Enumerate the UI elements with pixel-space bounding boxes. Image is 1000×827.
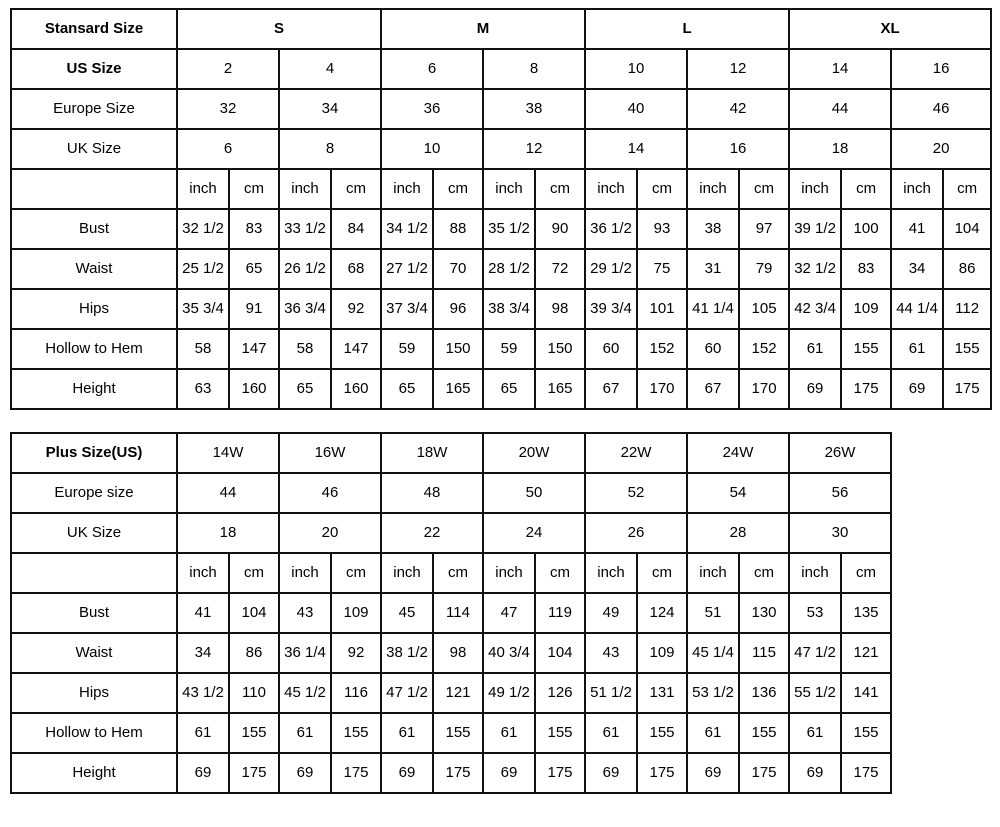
cell-bust-14: 41 [891, 209, 943, 249]
cell-hollow-1: 147 [229, 329, 279, 369]
plus-cell-hips-9: 131 [637, 673, 687, 713]
plus-row-label-hollow-to-hem: Hollow to Hem [11, 713, 177, 753]
cell-height-8: 67 [585, 369, 637, 409]
cell-hips-9: 101 [637, 289, 687, 329]
plus-cell-uk-2: 22 [381, 513, 483, 553]
plus-cell-hips-1: 110 [229, 673, 279, 713]
plus-cell-hips-10: 53 1/2 [687, 673, 739, 713]
plus-cell-bust-7: 119 [535, 593, 585, 633]
cell-bust-2: 33 1/2 [279, 209, 331, 249]
cell-height-9: 170 [637, 369, 687, 409]
group-header-s: S [177, 9, 381, 49]
cell-europe-size-3: 38 [483, 89, 585, 129]
plus-group-header-24w: 24W [687, 433, 789, 473]
plus-cell-hips-2: 45 1/2 [279, 673, 331, 713]
plus-cell-hollow-6: 61 [483, 713, 535, 753]
plus-cell-hollow-10: 61 [687, 713, 739, 753]
cell-bust-3: 84 [331, 209, 381, 249]
unit-6: inch [483, 169, 535, 209]
cell-hollow-8: 60 [585, 329, 637, 369]
plus-unit-9: cm [637, 553, 687, 593]
unit-11: cm [739, 169, 789, 209]
cell-waist-2: 26 1/2 [279, 249, 331, 289]
cell-height-14: 69 [891, 369, 943, 409]
plus-cell-waist-7: 104 [535, 633, 585, 673]
cell-hips-14: 44 1/4 [891, 289, 943, 329]
cell-waist-15: 86 [943, 249, 991, 289]
cell-hollow-11: 152 [739, 329, 789, 369]
cell-uk-size-1: 8 [279, 129, 381, 169]
table-row-europe-size [11, 89, 991, 129]
plus-table-row-uk-size [11, 513, 991, 553]
cell-us-size-2: 6 [381, 49, 483, 89]
cell-hollow-9: 152 [637, 329, 687, 369]
plus-unit-8: inch [585, 553, 637, 593]
cell-hips-5: 96 [433, 289, 483, 329]
plus-row-label-height: Height [11, 753, 177, 793]
cell-height-10: 67 [687, 369, 739, 409]
cell-height-12: 69 [789, 369, 841, 409]
plus-cell-uk-0: 18 [177, 513, 279, 553]
cell-hollow-3: 147 [331, 329, 381, 369]
plus-cell-height-1: 175 [229, 753, 279, 793]
cell-bust-1: 83 [229, 209, 279, 249]
cell-bust-12: 39 1/2 [789, 209, 841, 249]
plus-cell-waist-10: 45 1/4 [687, 633, 739, 673]
plus-row-label-bust: Bust [11, 593, 177, 633]
plus-cell-bust-12: 53 [789, 593, 841, 633]
cell-height-11: 170 [739, 369, 789, 409]
plus-cell-bust-3: 109 [331, 593, 381, 633]
unit-1: cm [229, 169, 279, 209]
cell-europe-size-0: 32 [177, 89, 279, 129]
plus-cell-europe-6: 56 [789, 473, 891, 513]
cell-waist-13: 83 [841, 249, 891, 289]
plus-cell-bust-9: 124 [637, 593, 687, 633]
cell-waist-12: 32 1/2 [789, 249, 841, 289]
cell-hips-12: 42 3/4 [789, 289, 841, 329]
plus-row-label-units [11, 553, 177, 593]
plus-table-row-bust [11, 593, 991, 633]
plus-cell-hollow-11: 155 [739, 713, 789, 753]
cell-height-3: 160 [331, 369, 381, 409]
plus-filler-1 [891, 473, 991, 513]
cell-hollow-6: 59 [483, 329, 535, 369]
row-label-units [11, 169, 177, 209]
plus-cell-uk-1: 20 [279, 513, 381, 553]
plus-unit-5: cm [433, 553, 483, 593]
plus-cell-waist-2: 36 1/4 [279, 633, 331, 673]
cell-waist-4: 27 1/2 [381, 249, 433, 289]
plus-cell-height-4: 69 [381, 753, 433, 793]
group-header-l: L [585, 9, 789, 49]
plus-filler-3 [891, 553, 991, 593]
cell-hips-10: 41 1/4 [687, 289, 739, 329]
cell-uk-size-0: 6 [177, 129, 279, 169]
cell-waist-5: 70 [433, 249, 483, 289]
plus-unit-12: inch [789, 553, 841, 593]
plus-cell-uk-4: 26 [585, 513, 687, 553]
plus-filler-6 [891, 673, 991, 713]
unit-0: inch [177, 169, 229, 209]
plus-row-label-uk-size: UK Size [11, 513, 177, 553]
plus-cell-waist-9: 109 [637, 633, 687, 673]
table-row-uk-size [11, 129, 991, 169]
cell-hollow-10: 60 [687, 329, 739, 369]
cell-us-size-1: 4 [279, 49, 381, 89]
plus-cell-height-8: 69 [585, 753, 637, 793]
cell-height-4: 65 [381, 369, 433, 409]
corner-label: Stansard Size [11, 9, 177, 49]
plus-group-header-14w: 14W [177, 433, 279, 473]
cell-hollow-5: 150 [433, 329, 483, 369]
unit-13: cm [841, 169, 891, 209]
plus-cell-uk-6: 30 [789, 513, 891, 553]
plus-cell-hips-11: 136 [739, 673, 789, 713]
plus-cell-uk-3: 24 [483, 513, 585, 553]
plus-cell-hips-12: 55 1/2 [789, 673, 841, 713]
plus-cell-waist-13: 121 [841, 633, 891, 673]
plus-cell-uk-5: 28 [687, 513, 789, 553]
plus-group-header-18w: 18W [381, 433, 483, 473]
cell-hollow-0: 58 [177, 329, 229, 369]
cell-waist-11: 79 [739, 249, 789, 289]
plus-cell-bust-11: 130 [739, 593, 789, 633]
cell-bust-11: 97 [739, 209, 789, 249]
plus-cell-waist-5: 98 [433, 633, 483, 673]
plus-cell-height-9: 175 [637, 753, 687, 793]
plus-cell-bust-0: 41 [177, 593, 229, 633]
plus-cell-height-12: 69 [789, 753, 841, 793]
plus-row-label-waist: Waist [11, 633, 177, 673]
cell-hips-3: 92 [331, 289, 381, 329]
plus-table-row-europe-size [11, 473, 991, 513]
plus-unit-11: cm [739, 553, 789, 593]
cell-uk-size-2: 10 [381, 129, 483, 169]
unit-10: inch [687, 169, 739, 209]
plus-table-row-hips [11, 673, 991, 713]
plus-cell-hollow-0: 61 [177, 713, 229, 753]
unit-8: inch [585, 169, 637, 209]
cell-waist-0: 25 1/2 [177, 249, 229, 289]
plus-table-row-waist [11, 633, 991, 673]
plus-group-header-22w: 22W [585, 433, 687, 473]
table-divider [10, 410, 990, 432]
plus-cell-hips-0: 43 1/2 [177, 673, 229, 713]
unit-9: cm [637, 169, 687, 209]
cell-us-size-3: 8 [483, 49, 585, 89]
cell-hips-13: 109 [841, 289, 891, 329]
unit-2: inch [279, 169, 331, 209]
cell-us-size-5: 12 [687, 49, 789, 89]
cell-hips-2: 36 3/4 [279, 289, 331, 329]
group-header-m: M [381, 9, 585, 49]
cell-us-size-4: 10 [585, 49, 687, 89]
cell-uk-size-3: 12 [483, 129, 585, 169]
plus-table-row-units [11, 553, 991, 593]
plus-cell-hips-5: 121 [433, 673, 483, 713]
plus-cell-hips-7: 126 [535, 673, 585, 713]
row-label-hollow-to-hem: Hollow to Hem [11, 329, 177, 369]
cell-europe-size-1: 34 [279, 89, 381, 129]
plus-cell-bust-8: 49 [585, 593, 637, 633]
plus-filler-7 [891, 713, 991, 753]
cell-uk-size-7: 20 [891, 129, 991, 169]
row-label-hips: Hips [11, 289, 177, 329]
plus-unit-2: inch [279, 553, 331, 593]
plus-cell-waist-8: 43 [585, 633, 637, 673]
plus-cell-hollow-1: 155 [229, 713, 279, 753]
plus-unit-4: inch [381, 553, 433, 593]
unit-5: cm [433, 169, 483, 209]
cell-height-5: 165 [433, 369, 483, 409]
cell-europe-size-5: 42 [687, 89, 789, 129]
cell-hollow-13: 155 [841, 329, 891, 369]
plus-cell-bust-5: 114 [433, 593, 483, 633]
cell-waist-10: 31 [687, 249, 739, 289]
plus-cell-height-2: 69 [279, 753, 331, 793]
cell-hips-4: 37 3/4 [381, 289, 433, 329]
cell-hollow-15: 155 [943, 329, 991, 369]
plus-cell-hips-4: 47 1/2 [381, 673, 433, 713]
table-row-group-headers [11, 9, 991, 49]
cell-hollow-12: 61 [789, 329, 841, 369]
cell-waist-3: 68 [331, 249, 381, 289]
unit-7: cm [535, 169, 585, 209]
standard-size-table [10, 8, 992, 410]
cell-height-13: 175 [841, 369, 891, 409]
cell-us-size-0: 2 [177, 49, 279, 89]
cell-bust-0: 32 1/2 [177, 209, 229, 249]
cell-height-0: 63 [177, 369, 229, 409]
cell-hips-8: 39 3/4 [585, 289, 637, 329]
cell-bust-6: 35 1/2 [483, 209, 535, 249]
plus-cell-height-6: 69 [483, 753, 535, 793]
plus-cell-bust-2: 43 [279, 593, 331, 633]
plus-cell-europe-2: 48 [381, 473, 483, 513]
cell-bust-5: 88 [433, 209, 483, 249]
cell-hollow-2: 58 [279, 329, 331, 369]
plus-filler-5 [891, 633, 991, 673]
cell-waist-8: 29 1/2 [585, 249, 637, 289]
plus-row-label-europe-size: Europe size [11, 473, 177, 513]
plus-cell-waist-4: 38 1/2 [381, 633, 433, 673]
cell-us-size-7: 16 [891, 49, 991, 89]
plus-cell-europe-3: 50 [483, 473, 585, 513]
plus-cell-hips-8: 51 1/2 [585, 673, 637, 713]
plus-unit-6: inch [483, 553, 535, 593]
cell-waist-9: 75 [637, 249, 687, 289]
cell-uk-size-4: 14 [585, 129, 687, 169]
plus-group-header-16w: 16W [279, 433, 381, 473]
row-label-height: Height [11, 369, 177, 409]
table-row-hollow-to-hem [11, 329, 991, 369]
plus-cell-bust-13: 135 [841, 593, 891, 633]
cell-europe-size-6: 44 [789, 89, 891, 129]
cell-europe-size-4: 40 [585, 89, 687, 129]
plus-cell-hips-6: 49 1/2 [483, 673, 535, 713]
row-label-europe-size: Europe Size [11, 89, 177, 129]
cell-hips-0: 35 3/4 [177, 289, 229, 329]
table-row-us-size [11, 49, 991, 89]
cell-bust-7: 90 [535, 209, 585, 249]
cell-europe-size-2: 36 [381, 89, 483, 129]
plus-cell-hips-13: 141 [841, 673, 891, 713]
table-row-height [11, 369, 991, 409]
plus-cell-bust-10: 51 [687, 593, 739, 633]
plus-cell-height-0: 69 [177, 753, 229, 793]
cell-hollow-7: 150 [535, 329, 585, 369]
plus-cell-hollow-12: 61 [789, 713, 841, 753]
plus-filler-0 [891, 433, 991, 473]
plus-cell-hollow-5: 155 [433, 713, 483, 753]
cell-waist-1: 65 [229, 249, 279, 289]
plus-cell-height-10: 69 [687, 753, 739, 793]
cell-height-6: 65 [483, 369, 535, 409]
plus-unit-13: cm [841, 553, 891, 593]
cell-hips-1: 91 [229, 289, 279, 329]
plus-cell-waist-3: 92 [331, 633, 381, 673]
cell-height-2: 65 [279, 369, 331, 409]
plus-unit-10: inch [687, 553, 739, 593]
plus-cell-hollow-3: 155 [331, 713, 381, 753]
plus-cell-height-11: 175 [739, 753, 789, 793]
plus-cell-bust-1: 104 [229, 593, 279, 633]
cell-hollow-14: 61 [891, 329, 943, 369]
row-label-uk-size: UK Size [11, 129, 177, 169]
plus-unit-1: cm [229, 553, 279, 593]
plus-cell-hollow-8: 61 [585, 713, 637, 753]
cell-hips-6: 38 3/4 [483, 289, 535, 329]
plus-corner-label: Plus Size(US) [11, 433, 177, 473]
plus-cell-height-3: 175 [331, 753, 381, 793]
plus-cell-hollow-9: 155 [637, 713, 687, 753]
plus-group-header-26w: 26W [789, 433, 891, 473]
table-row-units [11, 169, 991, 209]
plus-cell-waist-11: 115 [739, 633, 789, 673]
row-label-us-size: US Size [11, 49, 177, 89]
plus-cell-waist-6: 40 3/4 [483, 633, 535, 673]
plus-cell-hollow-13: 155 [841, 713, 891, 753]
plus-group-header-20w: 20W [483, 433, 585, 473]
plus-row-label-hips: Hips [11, 673, 177, 713]
plus-cell-waist-12: 47 1/2 [789, 633, 841, 673]
plus-cell-europe-4: 52 [585, 473, 687, 513]
cell-europe-size-7: 46 [891, 89, 991, 129]
unit-3: cm [331, 169, 381, 209]
plus-unit-3: cm [331, 553, 381, 593]
cell-bust-8: 36 1/2 [585, 209, 637, 249]
cell-uk-size-6: 18 [789, 129, 891, 169]
cell-bust-4: 34 1/2 [381, 209, 433, 249]
plus-cell-height-13: 175 [841, 753, 891, 793]
cell-waist-14: 34 [891, 249, 943, 289]
plus-filler-8 [891, 753, 991, 793]
cell-height-15: 175 [943, 369, 991, 409]
cell-waist-7: 72 [535, 249, 585, 289]
plus-cell-hollow-7: 155 [535, 713, 585, 753]
cell-bust-15: 104 [943, 209, 991, 249]
table-row-bust [11, 209, 991, 249]
plus-table-row-height [11, 753, 991, 793]
plus-cell-height-5: 175 [433, 753, 483, 793]
cell-bust-13: 100 [841, 209, 891, 249]
unit-14: inch [891, 169, 943, 209]
row-label-bust: Bust [11, 209, 177, 249]
group-header-xl: XL [789, 9, 991, 49]
cell-bust-9: 93 [637, 209, 687, 249]
cell-us-size-6: 14 [789, 49, 891, 89]
plus-cell-waist-0: 34 [177, 633, 229, 673]
cell-hips-15: 112 [943, 289, 991, 329]
cell-bust-10: 38 [687, 209, 739, 249]
cell-waist-6: 28 1/2 [483, 249, 535, 289]
plus-filler-2 [891, 513, 991, 553]
plus-table-row-hollow-to-hem [11, 713, 991, 753]
plus-size-table [10, 432, 992, 794]
unit-12: inch [789, 169, 841, 209]
plus-unit-0: inch [177, 553, 229, 593]
cell-uk-size-5: 16 [687, 129, 789, 169]
plus-cell-waist-1: 86 [229, 633, 279, 673]
plus-cell-height-7: 175 [535, 753, 585, 793]
unit-4: inch [381, 169, 433, 209]
plus-cell-hips-3: 116 [331, 673, 381, 713]
table-row-hips [11, 289, 991, 329]
plus-cell-bust-4: 45 [381, 593, 433, 633]
row-label-waist: Waist [11, 249, 177, 289]
cell-height-7: 165 [535, 369, 585, 409]
plus-cell-europe-1: 46 [279, 473, 381, 513]
cell-hollow-4: 59 [381, 329, 433, 369]
plus-filler-4 [891, 593, 991, 633]
cell-height-1: 160 [229, 369, 279, 409]
cell-hips-11: 105 [739, 289, 789, 329]
plus-cell-hollow-4: 61 [381, 713, 433, 753]
plus-cell-hollow-2: 61 [279, 713, 331, 753]
plus-cell-europe-5: 54 [687, 473, 789, 513]
plus-cell-europe-0: 44 [177, 473, 279, 513]
table-row-waist [11, 249, 991, 289]
unit-15: cm [943, 169, 991, 209]
plus-unit-7: cm [535, 553, 585, 593]
plus-cell-bust-6: 47 [483, 593, 535, 633]
plus-table-row-group-headers [11, 433, 991, 473]
cell-hips-7: 98 [535, 289, 585, 329]
